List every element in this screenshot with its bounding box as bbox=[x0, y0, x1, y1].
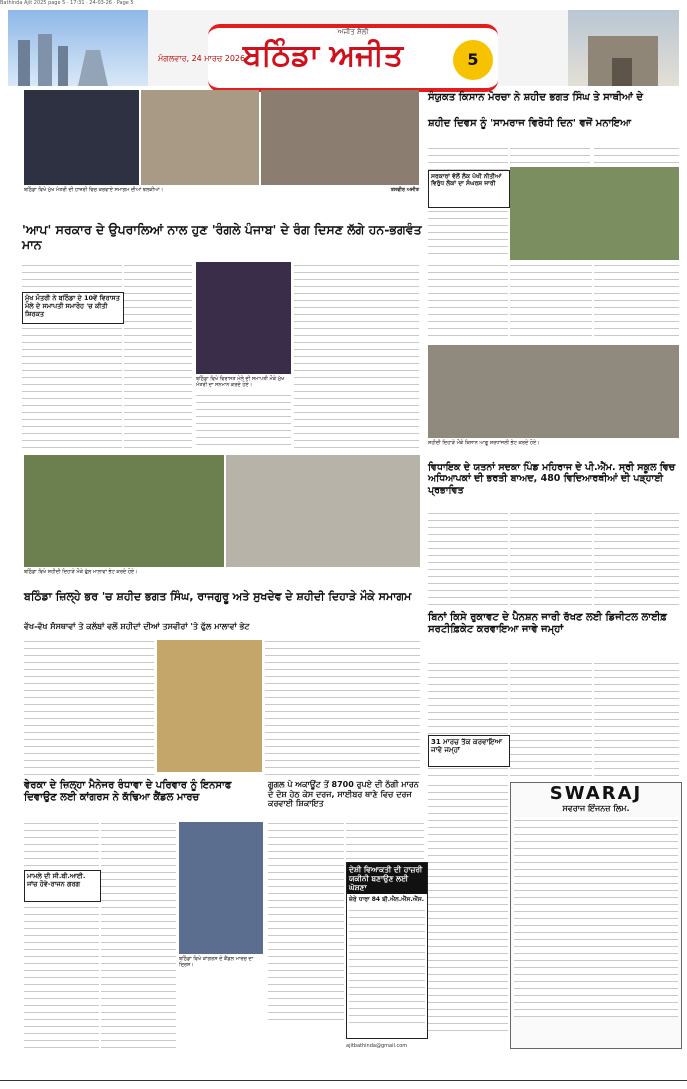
masthead-right-photo bbox=[568, 10, 679, 86]
school-col-3 bbox=[594, 510, 679, 606]
notice-headline: ਦੇਸ਼ੀ ਵਿਆਕਤੀ ਦੀ ਹਾਜ਼ਰੀ ਯਕੀਨੀ ਬਣਾਉਣ ਲਈ ਘੋਸ਼ਣਾ bbox=[347, 863, 427, 894]
main-story-col-2 bbox=[124, 262, 192, 448]
photo-martyrs-event bbox=[157, 640, 262, 772]
school-col-2 bbox=[510, 510, 592, 606]
right-story-kicker: ਸੰਯੁਕਤ ਕਿਸਾਨ ਮੋਰਚਾ ਨੇ ਸ਼ਹੀਦ ਭਗਤ ਸਿੰਘ ਤੇ ਸਾਥੀਆਂ ਦੇ bbox=[428, 92, 644, 103]
school-headline: ਵਿਧਾਇਕ ਦੇ ਯਤਨਾਂ ਸਦਕਾ ਪਿੰਡ ਮਹਿਰਾਜ ਦੇ ਪੀ.ਐੱਮ. ਸ੍ਰੀ ਸਕੂਲ ਵਿਚ ਅਧਿਆਪਕਾਂ ਦੀ ਭਰਤੀ ਬਾਅਦ, 480 ਵਿਦਿਆਰਥੀਆਂ ਦੀ ਪੜ੍ਹਾਈ ਪ੍ਰਭਾਵਿਤ bbox=[428, 462, 676, 496]
photo-candle-march bbox=[179, 822, 263, 954]
page-number-badge: 5 bbox=[453, 40, 493, 80]
main-story-col-4 bbox=[294, 262, 419, 448]
fraud-col-2 bbox=[346, 820, 424, 860]
legal-notice bbox=[346, 862, 428, 1039]
martyrs-col-2 bbox=[265, 638, 420, 778]
main-headline: 'ਆਪ' ਸਰਕਾਰ ਦੇ ਉਪਰਾਲਿਆਂ ਨਾਲ ਹੁਣ 'ਰੰਗਲੇ ਪੰਜਾਬ' ਦੇ ਰੰਗ ਦਿਸਣ ਲੱਗੇ ਹਨ-ਭਗਵੰਤ ਮਾਨ bbox=[22, 222, 422, 252]
bottom-rule bbox=[0, 1080, 687, 1081]
center-caption: ਬਠਿੰਡਾ ਵਿਖੇ ਵਿਰਾਸਤ ਮੇਲੇ ਦੀ ਸਮਾਪਤੀ ਮੌਕੇ ਮੁੱਖ ਮੰਤਰੀ ਦਾ ਸਨਮਾਨ ਕਰਦੇ ਹੋਏ। bbox=[196, 376, 285, 389]
power-plant-icon bbox=[8, 10, 148, 86]
right-story-col-3 bbox=[594, 145, 679, 165]
martyrs-col-1 bbox=[24, 638, 154, 778]
masthead-subtitle: ਅਜੀਤ ਸ਼ੈਲੀ bbox=[337, 28, 369, 36]
pension-col-3 bbox=[594, 660, 679, 780]
right-story-col-6 bbox=[594, 262, 679, 342]
side-box bbox=[22, 292, 124, 324]
congress-col-2 bbox=[101, 820, 176, 1050]
right-story-headline: ਸ਼ਹੀਦ ਦਿਵਸ ਨੂੰ 'ਸਾਮਰਾਜ ਵਿਰੋਧੀ ਦਿਨ' ਵਜੋਂ ਮਨਾਇਆ bbox=[428, 118, 632, 129]
footer-email: ajitbathinda@gmail.com bbox=[346, 1043, 408, 1049]
notice-body bbox=[349, 907, 425, 1027]
top-left-caption bbox=[24, 187, 419, 213]
fort-icon bbox=[568, 10, 679, 86]
right-story-col-4 bbox=[428, 262, 508, 342]
inset-quote-box bbox=[428, 170, 510, 208]
congress-box-text: ਮਾਮਲੇ ਦੀ ਸੀ.ਬੀ.ਆਈ. ਜਾਂਚ ਹੋਵੇ-ਰਾਜਨ ਗਰਗ bbox=[27, 872, 86, 888]
swaraj-company-name: ਸਵਰਾਜ ਇੰਜਨਜ਼ ਲਿਮ. bbox=[562, 804, 630, 813]
print-info-line: Bathinda Ajit 2025 page 5 · 17:31 · 24-03-26 · Page 5 bbox=[0, 0, 134, 6]
masthead bbox=[8, 10, 679, 86]
fraud-col-1 bbox=[268, 820, 344, 1020]
edition-date: ਮੰਗਲਵਾਰ, 24 ਮਾਰਚ 2026 bbox=[158, 54, 246, 63]
congress-box bbox=[24, 870, 101, 902]
notice-sub: ਜ਼ੇਰੇ ਧਾਰਾ 84 ਬੀ.ਐਨ.ਐੱਸ.ਐੱਸ. bbox=[349, 896, 425, 903]
side-box-text: ਮੁੱਖ ਮੰਤਰੀ ਨੇ ਬਠਿੰਡਾ ਦੇ 10ਵੇਂ ਵਿਰਾਸਤ ਮੇਲੇ ਦੇ ਸਮਾਪਤੀ ਸਮਾਰੋਹ 'ਚ ਕੀਤੀ ਸ਼ਿਰਕਤ bbox=[25, 294, 120, 318]
photo-memorial-event bbox=[226, 455, 420, 567]
caption-text: ਬਠਿੰਡਾ ਵਿਖੇ ਮੁੱਖ ਮੰਤਰੀ ਦੀ ਹਾਜ਼ਰੀ ਵਿਚ ਕਰਵਾਏ ਸਮਾਗਮ ਦੀਆਂ ਝਲਕੀਆਂ। bbox=[24, 187, 164, 193]
congress-col-1 bbox=[24, 820, 99, 1050]
photo-flower-tribute bbox=[24, 455, 224, 567]
pension-headline: ਬਿਨਾਂ ਕਿਸੇ ਰੁਕਾਵਟ ਦੇ ਪੈਨਸ਼ਨ ਜਾਰੀ ਰੱਖਣ ਲਈ ਡਿਜੀਟਲ ਲਾਈਫ਼ ਸਰਟੀਫ਼ਿਕੇਟ ਕਰਵਾਇਆ ਜਾਵੇ ਜਮ੍ਹਾਂ bbox=[428, 612, 667, 635]
congress-headline: ਵੇਰਕਾ ਦੇ ਜ਼ਿਲ੍ਹਾ ਮੈਨੇਜਰ ਰੰਧਾਵਾ ਦੇ ਪਰਿਵਾਰ ਨੂੰ ਇਨਸਾਫ ਦਿਵਾਉਣ ਲਈ ਕਾਂਗਰਸ ਨੇ ਕੱਢਿਆ ਕੈਂਡਲ ਮਾਰਚ bbox=[24, 780, 232, 803]
pension-col-2 bbox=[510, 660, 592, 780]
photo-stage-performance bbox=[196, 262, 291, 374]
pension-col-4 bbox=[428, 782, 508, 1037]
photo-tribute bbox=[141, 90, 259, 185]
photo-tribute-group bbox=[428, 345, 679, 438]
congress-caption: ਬਠਿੰਡਾ ਵਿਖੇ ਕਾਂਗਰਸ ਦੇ ਕੈਂਡਲ ਮਾਰਚ ਦਾ ਦ੍ਰਿਸ਼। bbox=[179, 956, 254, 969]
right-story-col-5 bbox=[510, 262, 592, 342]
masthead-left-photo bbox=[8, 10, 148, 86]
inset-quote: ਸਰਕਾਰਾਂ ਵੱਲੋਂ ਲੋਕ ਪੱਖੀ ਨੀਤੀਆਂ ਵਿਰੁੱਧ ਲੋਕਾਂ ਦਾ ਸੰਘਰਸ਼ ਜਾਰੀ bbox=[431, 173, 502, 188]
pension-box bbox=[428, 735, 510, 767]
right-photo-caption: ਸ਼ਹੀਦੀ ਦਿਹਾੜੇ ਮੌਕੇ ਕਿਸਾਨ ਆਗੂ ਸ਼ਰਧਾਂਜਲੀ ਭੇਟ ਕਰਦੇ ਹੋਏ। bbox=[428, 440, 540, 446]
martyrs-headline: ਬਠਿੰਡਾ ਜ਼ਿਲ੍ਹੇ ਭਰ 'ਚ ਸ਼ਹੀਦ ਭਗਤ ਸਿੰਘ, ਰਾਜਗੁਰੂ ਅਤੇ ਸੁਖਦੇਵ ਦੇ ਸ਼ਹੀਦੀ ਦਿਹਾੜੇ ਮੌਕੇ ਸਮਾਗਮ bbox=[24, 590, 412, 603]
masthead-title: ਬਠਿੰਡਾ ਅਜੀਤ bbox=[242, 38, 404, 73]
fraud-headline: ਗੂਗਲ ਪੇ ਅਕਾਊਂਟ ਤੋਂ 8700 ਰੁਪਏ ਦੀ ਠੱਗੀ ਮਾਰਨ ਦੇ ਦੋਸ਼ ਹੇਠ ਕੇਸ ਦਰਜ, ਸਾਈਬਰ ਥਾਣੇ ਵਿਚ ਦਰਜ ਕਰਵਾਈ ਸ਼ਿਕਾਇਤ bbox=[268, 780, 419, 809]
school-col-1 bbox=[428, 510, 508, 606]
martyrs-subhead: ਵੱਖ-ਵੱਖ ਸੰਸਥਾਵਾਂ ਤੇ ਕਲੱਬਾਂ ਵਲੋਂ ਸ਼ਹੀਦਾਂ ਦੀਆਂ ਤਸਵੀਰਾਂ 'ਤੇ ਫੁੱਲ ਮਾਲਾਵਾਂ ਭੇਟ bbox=[24, 622, 250, 631]
swaraj-notice-table bbox=[514, 817, 678, 1017]
right-story-col-2 bbox=[510, 145, 590, 165]
main-story-col-3 bbox=[196, 392, 291, 448]
main-story-col-1 bbox=[22, 262, 122, 448]
pension-box-text: 31 ਮਾਰਚ ਤੱਕ ਕਰਵਾਇਆ ਜਾਵੇ ਜਮ੍ਹਾਂ bbox=[431, 738, 503, 755]
caption-credit: ਤਸਵੀਰ ਅਜੀਤ bbox=[390, 187, 419, 193]
photo-cm-speech bbox=[24, 90, 139, 185]
swaraj-ad bbox=[510, 782, 682, 1049]
middle-left-caption: ਬਠਿੰਡਾ ਵਿਖੇ ਸ਼ਹੀਦੀ ਦਿਹਾੜੇ ਮੌਕੇ ਫੁੱਲ ਮਾਲਾਵਾਂ ਭੇਟ ਕਰਦੇ ਹੋਏ। bbox=[24, 569, 138, 575]
swaraj-brand: SWARAJ bbox=[549, 783, 643, 804]
photo-farmers-meeting bbox=[510, 167, 679, 260]
photo-honour bbox=[261, 90, 419, 185]
